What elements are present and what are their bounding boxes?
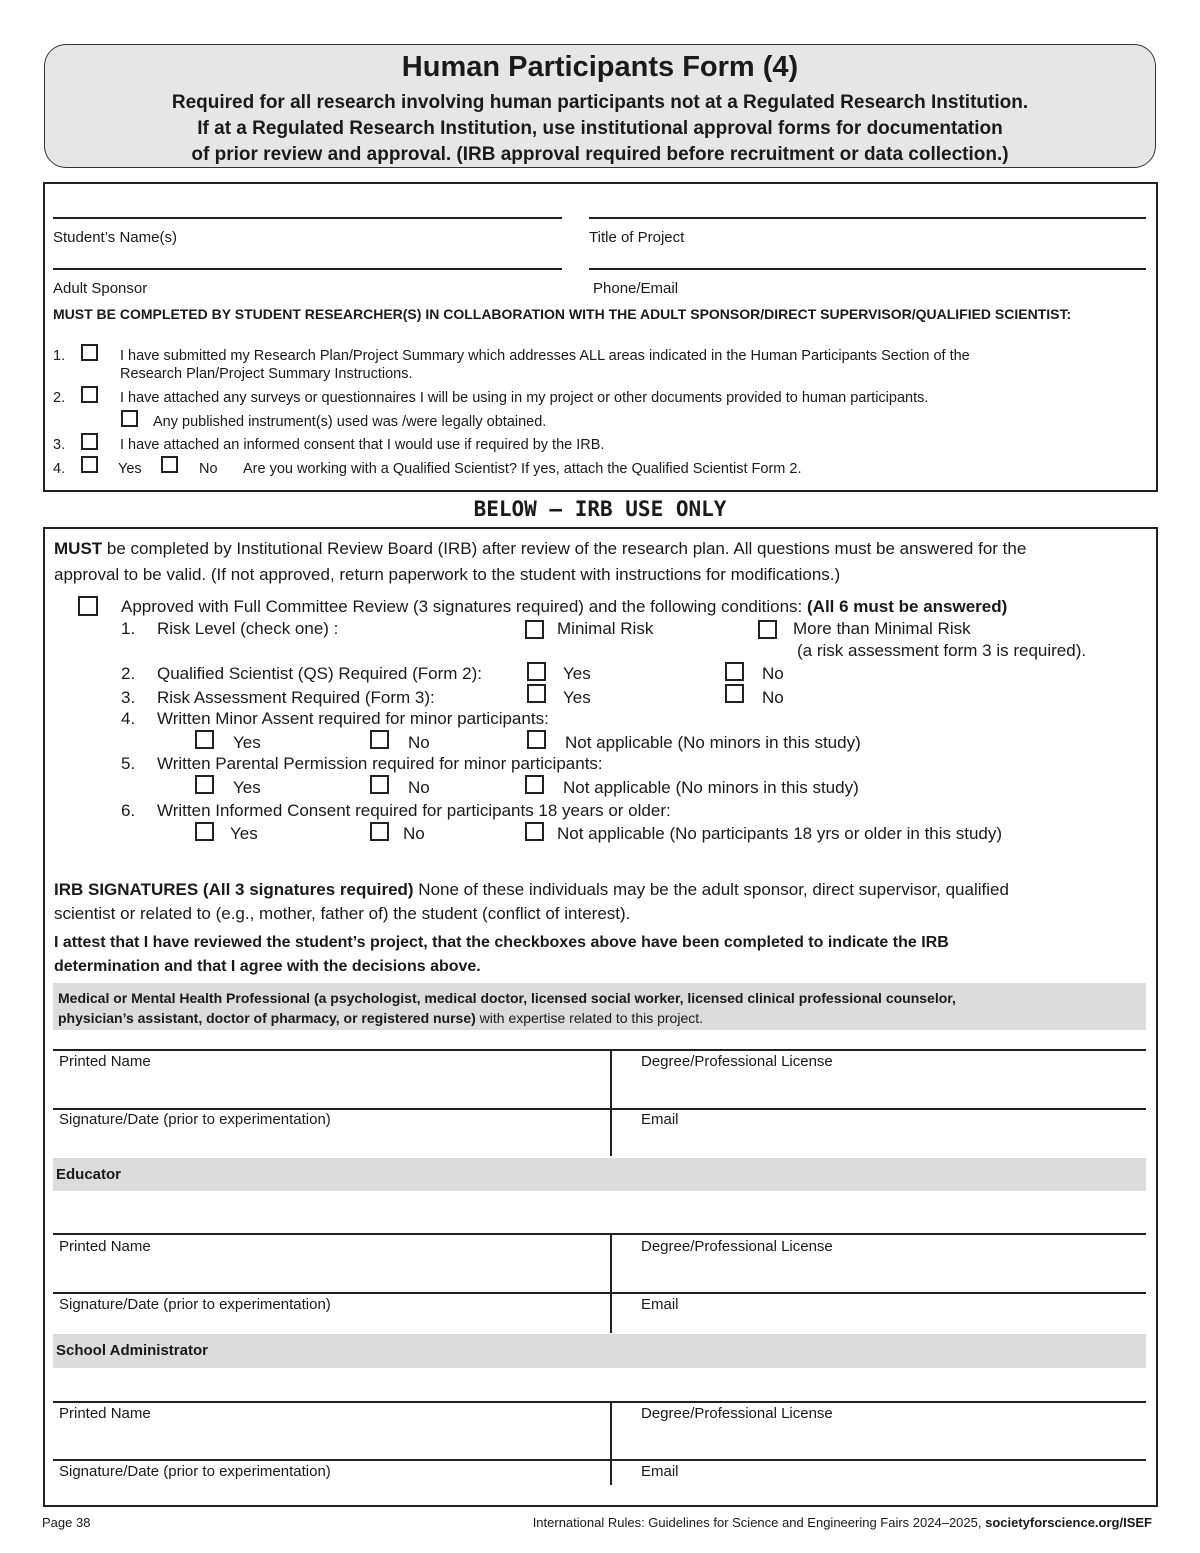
educator-bar xyxy=(53,1158,1146,1191)
header-line-1: Required for all research involving human participants not at a Regulated Research Institution. xyxy=(171,92,1029,113)
school-admin-top-rule xyxy=(53,1401,1146,1403)
item-3-checkbox[interactable] xyxy=(81,433,98,450)
student-name-label: Student’s Name(s) xyxy=(53,229,177,246)
q4-number: 4. xyxy=(121,709,136,728)
q1-text: Risk Level (check one) : xyxy=(157,619,339,638)
q4-na-label: Not applicable (No minors in this study) xyxy=(565,733,861,752)
q4-na-checkbox[interactable] xyxy=(527,730,546,749)
medical-professional-desc-rest: with expertise related to this project. xyxy=(475,1010,704,1026)
item-4-question: Are you working with a Qualified Scientist? If yes, attach the Qualified Scientist Form 2. xyxy=(243,461,802,477)
q5-number: 5. xyxy=(121,754,136,773)
educator-degree-label: Degree/Professional License xyxy=(641,1238,833,1255)
item-2-sub-text: Any published instrument(s) used was /were legally obtained. xyxy=(153,414,547,430)
q1-more-checkbox[interactable] xyxy=(758,620,777,639)
q5-no-checkbox[interactable] xyxy=(370,775,389,794)
project-title-field[interactable] xyxy=(589,217,1146,219)
item-4-yes-checkbox[interactable] xyxy=(81,456,98,473)
medical-professional-desc-bold: physician’s assistant, doctor of pharmacy, or registered nurse) xyxy=(58,1010,476,1026)
item-3-text: I have attached an informed consent that I would use if required by the IRB. xyxy=(120,437,605,453)
q3-yes-label: Yes xyxy=(563,688,591,707)
medical-degree-label: Degree/Professional License xyxy=(641,1053,833,1070)
form-header xyxy=(44,44,1156,168)
q4-yes-checkbox[interactable] xyxy=(195,730,214,749)
page-number: Page 38 xyxy=(42,1515,91,1530)
item-3-number: 3. xyxy=(53,437,66,453)
form-title: Human Participants Form (4) xyxy=(401,51,799,83)
irb-signatures-bold: IRB SIGNATURES (All 3 signatures required) xyxy=(54,880,414,899)
q1-note: (a risk assessment form 3 is required). xyxy=(797,641,1087,660)
header-line-3: of prior review and approval. (IRB approval required before recruitment or data collection.) xyxy=(191,144,1009,165)
q1-minimal-label: Minimal Risk xyxy=(557,619,654,638)
q2-yes-checkbox[interactable] xyxy=(527,662,546,681)
adult-sponsor-label: Adult Sponsor xyxy=(53,280,148,297)
school-admin-mid-rule xyxy=(53,1459,1146,1461)
q2-yes-label: Yes xyxy=(563,664,591,683)
q3-text: Risk Assessment Required (Form 3): xyxy=(157,688,435,707)
q6-no-label: No xyxy=(403,824,425,843)
medical-professional-desc xyxy=(58,1010,703,1026)
educator-signature-label: Signature/Date (prior to experimentation) xyxy=(59,1296,331,1313)
medical-email-label: Email xyxy=(641,1111,679,1128)
q2-number: 2. xyxy=(121,664,136,683)
item-1-number: 1. xyxy=(53,348,66,364)
item-2-checkbox[interactable] xyxy=(81,386,98,403)
q6-na-checkbox[interactable] xyxy=(525,822,544,841)
q5-na-label: Not applicable (No minors in this study) xyxy=(563,778,859,797)
school-admin-title: School Administrator xyxy=(56,1342,208,1359)
q3-yes-checkbox[interactable] xyxy=(527,684,546,703)
item-4-number: 4. xyxy=(53,461,66,477)
medical-top-rule xyxy=(53,1049,1146,1051)
medical-divider xyxy=(610,1050,612,1156)
q6-text: Written Informed Consent required for participants 18 years or older: xyxy=(157,801,671,820)
q6-na-label: Not applicable (No participants 18 yrs or older in this study) xyxy=(557,824,1003,843)
item-1-checkbox[interactable] xyxy=(81,344,98,361)
approved-text: Approved with Full Committee Review (3 signatures required) and the following conditions: xyxy=(121,597,808,616)
q2-no-checkbox[interactable] xyxy=(725,662,744,681)
irb-intro-cont: approval to be valid. (If not approved, return paperwork to the student with instructions for modifications.) xyxy=(54,565,841,584)
irb-intro-must: MUST xyxy=(54,539,103,558)
medical-printed-name-label: Printed Name xyxy=(59,1053,151,1070)
irb-use-only-heading: BELOW – IRB USE ONLY xyxy=(473,497,727,521)
attest-line-1: I attest that I have reviewed the student’s project, that the checkboxes above have been completed to indicate the IRB xyxy=(54,934,949,951)
phone-email-field[interactable] xyxy=(589,268,1146,270)
item-2-sub-checkbox[interactable] xyxy=(121,410,138,427)
phone-email-label: Phone/Email xyxy=(593,280,679,297)
adult-sponsor-field[interactable] xyxy=(53,268,562,270)
footer-guidelines: International Rules: Guidelines for Science and Engineering Fairs 2024–2025, xyxy=(532,1515,986,1530)
educator-divider xyxy=(610,1234,612,1333)
item-4-yes-label: Yes xyxy=(118,461,142,477)
school-admin-signature-label: Signature/Date (prior to experimentation) xyxy=(59,1463,331,1480)
educator-printed-name-label: Printed Name xyxy=(59,1238,151,1255)
q4-no-label: No xyxy=(408,733,430,752)
q1-more-label: More than Minimal Risk xyxy=(793,619,971,638)
item-1-text-cont: Research Plan/Project Summary Instructions. xyxy=(120,366,413,382)
footer-link[interactable]: societyforscience.org/ISEF xyxy=(985,1515,1152,1530)
irb-signatures-note xyxy=(54,880,1144,900)
student-instructions: MUST BE COMPLETED BY STUDENT RESEARCHER(S) IN COLLABORATION WITH THE ADULT SPONSOR/DIRECT SUPERVISOR/QUALIFIED SCIENTIST: xyxy=(53,306,1072,322)
school-admin-degree-label: Degree/Professional License xyxy=(641,1405,833,1422)
approved-label xyxy=(121,597,1007,617)
q1-number: 1. xyxy=(121,619,136,638)
q3-number: 3. xyxy=(121,688,136,707)
q5-na-checkbox[interactable] xyxy=(525,775,544,794)
q2-no-label: No xyxy=(762,664,784,683)
medical-professional-title: Medical or Mental Health Professional (a psychologist, medical doctor, licensed social worker, licensed clinical professional counselor, xyxy=(58,990,956,1006)
item-4-no-label: No xyxy=(199,461,218,477)
irb-signatures-note-cont: scientist or related to (e.g., mother, father of) the student (conflict of interest). xyxy=(54,904,631,923)
item-2-number: 2. xyxy=(53,390,66,406)
school-admin-divider xyxy=(610,1402,612,1485)
q2-text: Qualified Scientist (QS) Required (Form 2): xyxy=(157,664,482,683)
q4-no-checkbox[interactable] xyxy=(370,730,389,749)
q6-number: 6. xyxy=(121,801,136,820)
q1-minimal-checkbox[interactable] xyxy=(525,620,544,639)
project-title-label: Title of Project xyxy=(589,229,685,246)
q3-no-label: No xyxy=(762,688,784,707)
q4-text: Written Minor Assent required for minor participants: xyxy=(157,709,549,728)
q6-no-checkbox[interactable] xyxy=(370,822,389,841)
q5-no-label: No xyxy=(408,778,430,797)
item-2-text: I have attached any surveys or questionnaires I will be using in my project or other documents provided to human participants. xyxy=(120,390,929,406)
school-admin-printed-name-label: Printed Name xyxy=(59,1405,151,1422)
educator-mid-rule xyxy=(53,1292,1146,1294)
q3-no-checkbox[interactable] xyxy=(725,684,744,703)
approved-checkbox[interactable] xyxy=(78,596,98,616)
educator-top-rule xyxy=(53,1233,1146,1235)
educator-title: Educator xyxy=(56,1166,122,1183)
irb-intro xyxy=(54,539,1144,559)
q5-yes-checkbox[interactable] xyxy=(195,775,214,794)
approved-bold: (All 6 must be answered) xyxy=(807,597,1008,616)
irb-intro-text: be completed by Institutional Review Board (IRB) after review of the research plan. All questions must be answered for the xyxy=(102,539,1027,558)
q4-yes-label: Yes xyxy=(233,733,261,752)
medical-mid-rule xyxy=(53,1108,1146,1110)
item-1-text: I have submitted my Research Plan/Project Summary which addresses ALL areas indicated in the Human Participants Section of the xyxy=(120,348,970,364)
header-line-2: If at a Regulated Research Institution, use institutional approval forms for documentation xyxy=(197,118,1003,139)
attest-line-2: determination and that I agree with the decisions above. xyxy=(54,958,481,975)
q6-yes-checkbox[interactable] xyxy=(195,822,214,841)
item-4-no-checkbox[interactable] xyxy=(161,456,178,473)
student-name-field[interactable] xyxy=(53,217,562,219)
school-admin-email-label: Email xyxy=(641,1463,679,1480)
q6-yes-label: Yes xyxy=(230,824,258,843)
medical-signature-label: Signature/Date (prior to experimentation) xyxy=(59,1111,331,1128)
educator-email-label: Email xyxy=(641,1296,679,1313)
school-admin-bar xyxy=(53,1334,1146,1368)
q5-yes-label: Yes xyxy=(233,778,261,797)
footer-text xyxy=(533,1515,1152,1530)
q5-text: Written Parental Permission required for minor participants: xyxy=(157,754,603,773)
irb-signatures-text: None of these individuals may be the adult sponsor, direct supervisor, qualified xyxy=(413,880,1009,899)
